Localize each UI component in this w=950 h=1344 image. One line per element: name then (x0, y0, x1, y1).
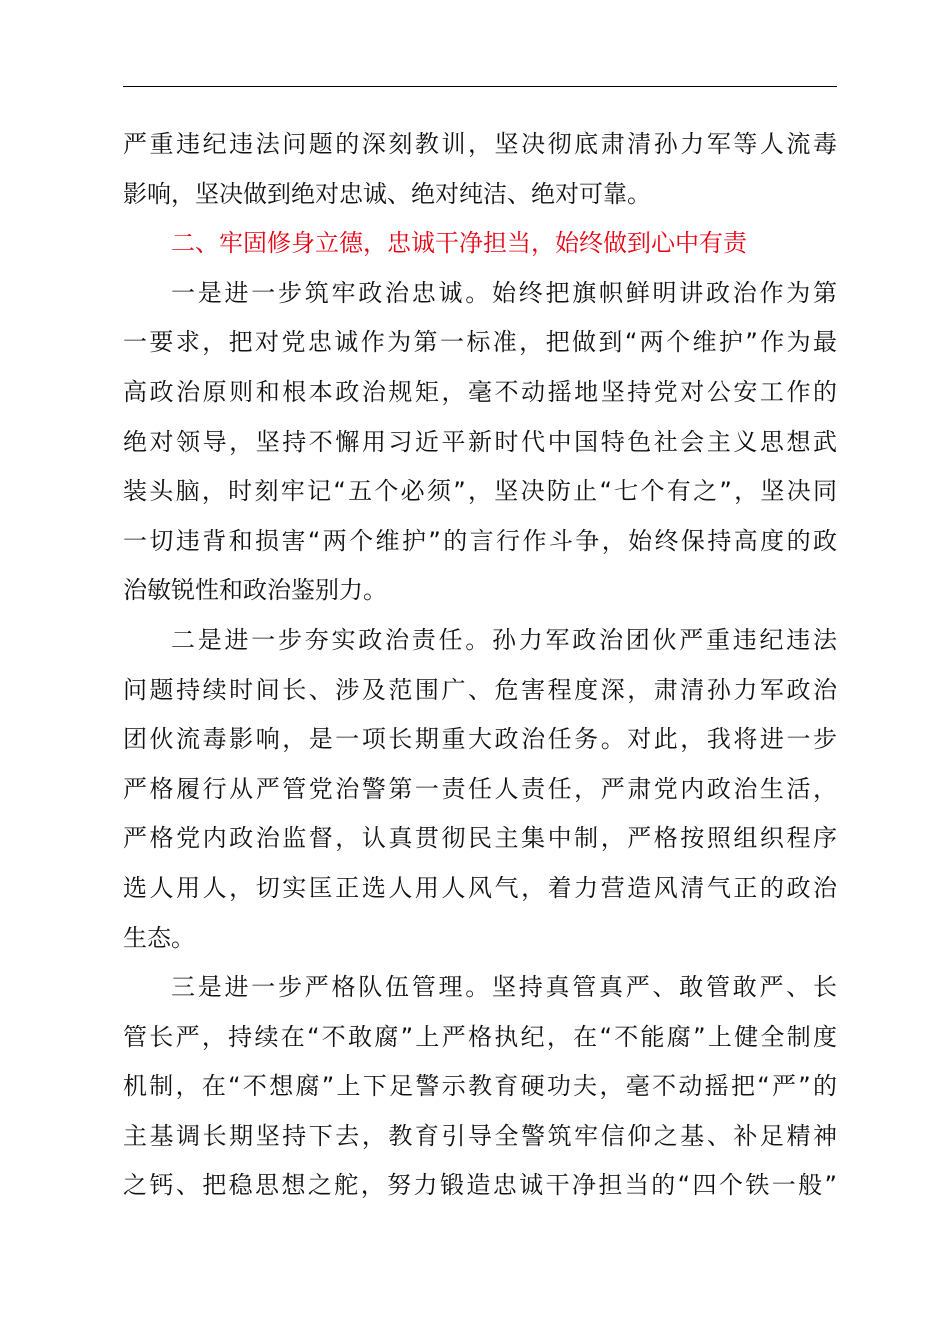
header-rule (123, 86, 837, 87)
text-line: 选人用人，切实匡正选人用人风气，着力营造风清气正的政治 (123, 873, 837, 902)
paragraph-point-one (123, 269, 837, 616)
text-line: 高政治原则和根本政治规矩，毫不动摇地坚持党对公安工作的 (123, 377, 837, 406)
paragraph-continuation (123, 120, 837, 219)
text-line: 治敏锐性和政治鉴别力。 (123, 576, 387, 605)
document-body (123, 120, 837, 1211)
text-line: 严格党内政治监督，认真贯彻民主集中制，严格按照组织程序 (123, 824, 837, 853)
text-line: 团伙流毒影响，是一项长期重大政治任务。对此，我将进一步 (123, 725, 837, 754)
text-line: 影响，坚决做到绝对忠诚、绝对纯洁、绝对可靠。 (123, 179, 651, 208)
paragraph-point-two (123, 616, 837, 963)
text-line: 二是进一步夯实政治责任。孙力军政治团伙严重违纪违法 (171, 625, 837, 654)
text-line: 一是进一步筑牢政治忠诚。始终把旗帜鲜明讲政治作为第 (171, 278, 837, 307)
text-line: 主基调长期坚持下去，教育引导全警筑牢信仰之基、补足精神 (123, 1121, 837, 1150)
text-line: 管长严，持续在“不敢腐”上严格执纪，在“不能腐”上健全制度 (123, 1022, 837, 1051)
text-line: 装头脑，时刻牢记“五个必须”，坚决防止“七个有之”，坚决同 (123, 477, 837, 506)
text-line: 绝对领导，坚持不懈用习近平新时代中国特色社会主义思想武 (123, 427, 837, 456)
text-line: 严重违纪违法问题的深刻教训，坚决彻底肃清孙力军等人流毒 (123, 130, 837, 158)
text-line: 问题持续时间长、涉及范围广、危害程度深，肃清孙力军政治 (123, 675, 837, 704)
section-two-heading: 二、牢固修身立德，忠诚干净担当，始终做到心中有责 (171, 229, 747, 258)
text-line: 生态。 (123, 923, 195, 952)
text-line: 之钙、把稳思想之舵，努力锻造忠诚干净担当的“四个铁一般” (123, 1171, 837, 1200)
text-line: 三是进一步严格队伍管理。坚持真管真严、敢管敢严、长 (171, 973, 837, 1002)
section-heading (123, 219, 837, 269)
text-line: 一切违背和损害“两个维护”的言行作斗争，始终保持高度的政 (123, 526, 837, 555)
text-line: 一要求，把对党忠诚作为第一标准，把做到“两个维护”作为最 (123, 328, 837, 357)
text-line: 严格履行从严管党治警第一责任人责任，严肃党内政治生活， (123, 774, 837, 803)
text-line: 机制，在“不想腐”上下足警示教育硬功夫，毫不动摇把“严”的 (123, 1072, 837, 1101)
paragraph-point-three (123, 963, 837, 1211)
